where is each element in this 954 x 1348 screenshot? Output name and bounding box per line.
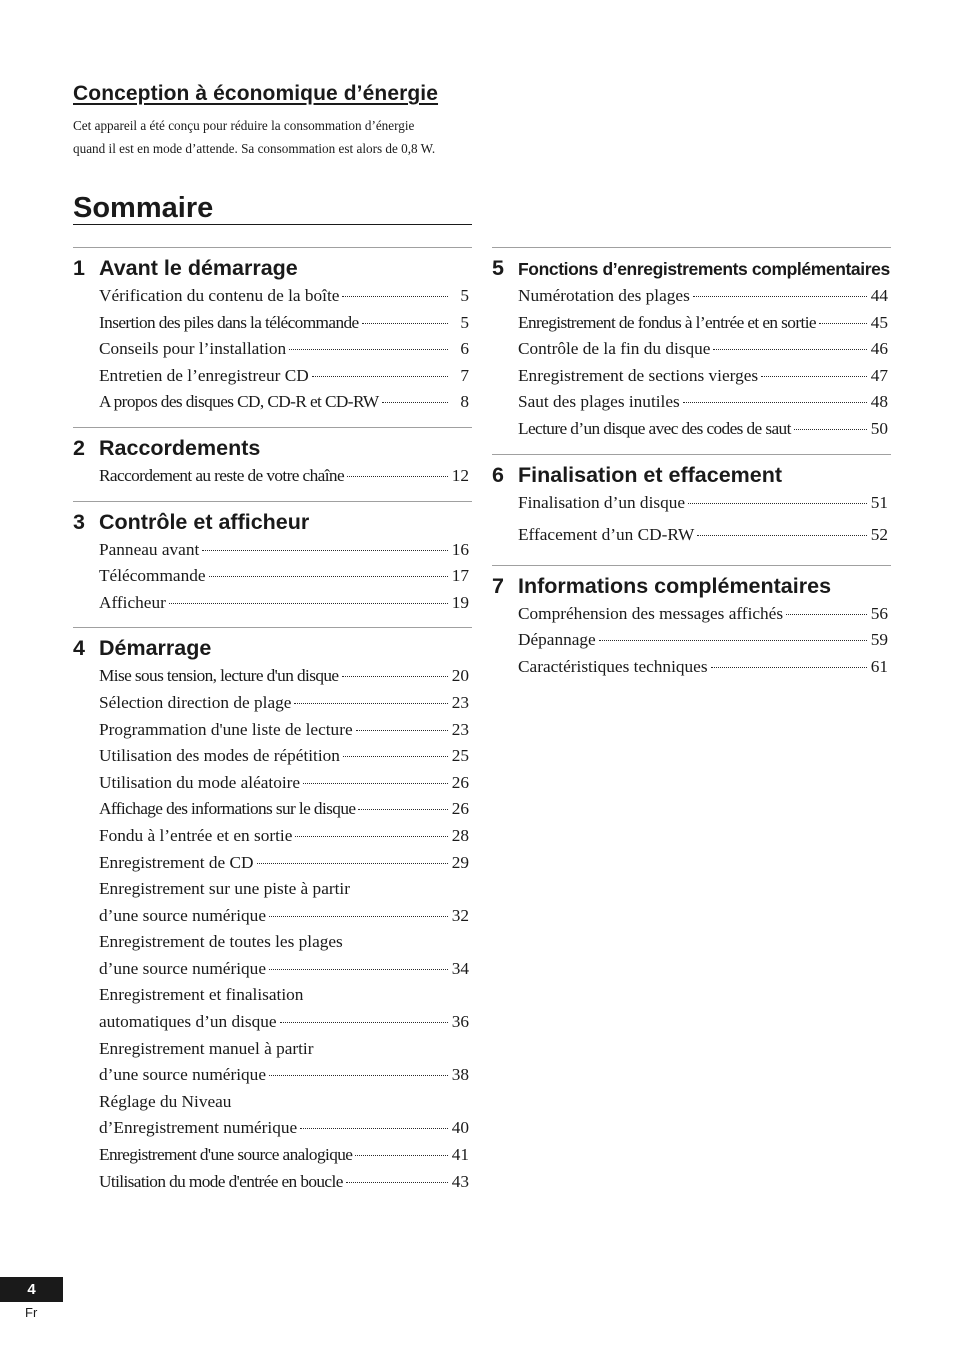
dot-leader: [358, 808, 448, 810]
toc-entry-title: Contrôle de la fin du disque: [518, 339, 711, 359]
toc-section-5: [492, 247, 891, 454]
toc-entry-list: [99, 540, 472, 628]
toc-entry[interactable]: [99, 853, 472, 880]
dot-leader: [355, 1154, 448, 1156]
dot-leader: [346, 1181, 448, 1183]
section-title: Démarrage: [99, 636, 212, 661]
toc-entry-page: 46: [870, 339, 888, 359]
toc-entry-page: 16: [451, 539, 469, 559]
section-heading: [73, 636, 472, 666]
toc-entry-first-line: Enregistrement manuel à partir: [99, 1038, 314, 1058]
toc-entry-page: 34: [451, 958, 469, 978]
toc-entry-title: Mise sous tension, lecture d'un disque: [99, 666, 339, 686]
section-number: 1: [73, 256, 85, 280]
toc-entry[interactable]: [99, 906, 472, 933]
toc-entry-title: d’Enregistrement numérique: [99, 1118, 298, 1138]
toc-entry-page: 61: [870, 656, 888, 676]
toc-entry-title: Finalisation d’un disque: [518, 492, 686, 512]
toc-entry[interactable]: [518, 493, 891, 525]
toc-entry-page: 8: [460, 392, 469, 412]
dot-leader: [269, 1074, 448, 1076]
energy-notice-title: Conception à économique d’énergie: [73, 82, 439, 105]
toc-entry-title: A propos des disques CD, CD-R et CD-RW: [99, 392, 379, 412]
toc-section-6: [492, 454, 891, 565]
toc-entry[interactable]: [99, 666, 472, 693]
dot-leader: [382, 401, 448, 403]
toc-entry-page: 47: [870, 365, 888, 385]
dot-leader: [169, 602, 448, 604]
toc-entry-title: Panneau avant: [99, 539, 200, 559]
section-heading: [73, 436, 472, 466]
toc-entry-title: Afficheur: [99, 592, 166, 612]
toc-entry-title: Conseils pour l’installation: [99, 339, 287, 359]
section-heading: [492, 463, 891, 493]
toc-entry-title: Télécommande: [99, 566, 206, 586]
toc-entry-first-line: Enregistrement sur une piste à partir: [99, 879, 350, 899]
toc-entry-title: d’une source numérique: [99, 958, 266, 978]
dot-leader: [342, 295, 448, 297]
toc-entry-title: Numérotation des plages: [518, 286, 690, 305]
toc-entry-title: Compréhension des messages affichés: [518, 603, 784, 623]
toc-entry[interactable]: [99, 1012, 472, 1039]
dot-leader: [257, 862, 448, 864]
toc-entry-title: Lecture d’un disque avec des codes de saut: [518, 418, 791, 438]
toc-entry[interactable]: [99, 593, 472, 620]
dot-leader: [289, 348, 448, 350]
toc-entry-page: 56: [870, 603, 888, 623]
toc-entry[interactable]: [99, 720, 472, 747]
toc-entry-title: Dépannage: [518, 630, 596, 650]
toc-entry-title: Enregistrement de sections vierges: [518, 365, 759, 385]
toc-entry-title: Enregistrement de fondus à l’entrée et en sortie: [518, 312, 816, 332]
toc-entry[interactable]: [518, 392, 891, 419]
toc-entry-page: 51: [870, 492, 888, 512]
toc-entry-title: Affichage des informations sur le disque: [99, 799, 356, 819]
toc-entry[interactable]: [518, 604, 891, 631]
toc-entry-title: Fondu à l’entrée et en sortie: [99, 825, 293, 845]
toc-column-left: [73, 247, 472, 1206]
toc-entry-title: Insertion des piles dans la télécommande: [99, 312, 359, 332]
toc-entry-page: 7: [460, 365, 469, 385]
dot-leader: [300, 1127, 448, 1129]
toc-entry[interactable]: [99, 313, 472, 340]
toc-entry[interactable]: [99, 540, 472, 567]
section-heading: [73, 256, 472, 286]
dot-leader: [713, 348, 867, 350]
toc-entry-title: automatiques d’un disque: [99, 1012, 277, 1032]
toc-entry-title: Entretien de l’enregistreur CD: [99, 365, 309, 385]
toc-entry-page: 40: [451, 1118, 469, 1138]
section-title: Informations complémentaires: [518, 573, 832, 598]
toc-entry-title: Programmation d'une liste de lecture: [99, 719, 353, 739]
toc-entry[interactable]: [518, 657, 891, 684]
toc-entry-title: Utilisation du mode d'entrée en boucle: [99, 1171, 343, 1191]
section-heading: [73, 510, 472, 540]
toc-entry[interactable]: [518, 339, 891, 366]
language-label: Fr: [25, 1305, 38, 1320]
dot-leader: [693, 295, 867, 297]
energy-notice-text: Cet appareil a été conçu pour réduire la consommation d’énergie quand il est en mode d’attende. Sa consommation est alors de 0,8 W.: [73, 118, 436, 156]
toc-entry[interactable]: [99, 1118, 472, 1145]
dot-leader: [312, 375, 448, 377]
toc-entry-page: 12: [451, 465, 469, 485]
toc-entry-title: Utilisation des modes de répétition: [99, 746, 340, 766]
toc-entry-page: 43: [451, 1171, 469, 1191]
energy-notice: [73, 82, 473, 160]
dot-leader: [711, 666, 867, 668]
toc-entry-title: d’une source numérique: [99, 905, 266, 925]
toc-entry-page: 52: [870, 524, 888, 544]
toc-entry-first-line: Enregistrement de toutes les plages: [99, 932, 343, 952]
section-number: 7: [492, 573, 504, 598]
toc-entry[interactable]: [518, 366, 891, 393]
toc-entry-list: [518, 604, 891, 692]
toc-entry-title: Enregistrement de CD: [99, 852, 254, 872]
section-heading: [492, 574, 891, 604]
dot-leader: [794, 428, 867, 430]
toc-entry-page: 45: [870, 312, 888, 332]
dot-leader: [761, 375, 867, 377]
toc-entry-page: 26: [451, 772, 469, 792]
dot-leader: [819, 322, 867, 324]
toc-entry[interactable]: [99, 746, 472, 773]
section-heading: [492, 256, 891, 286]
section-number: 6: [492, 462, 504, 487]
dot-leader: [683, 401, 867, 403]
dot-leader: [294, 702, 448, 704]
dot-leader: [209, 575, 448, 577]
toc-entry-page: 5: [460, 312, 469, 332]
toc-section-1: [73, 247, 472, 427]
toc-entry[interactable]: [99, 693, 472, 720]
toc-entry-page: 59: [870, 630, 888, 650]
toc-entry-title: Enregistrement d'une source analogique: [99, 1145, 353, 1165]
dot-leader: [697, 534, 867, 536]
toc-entry-page: 48: [870, 392, 888, 412]
toc-entry-page: 20: [451, 666, 469, 686]
toc-entry[interactable]: [99, 1145, 472, 1172]
toc-entry-page: 23: [451, 719, 469, 739]
dot-leader: [343, 755, 448, 757]
toc-entry[interactable]: [518, 313, 891, 340]
dot-leader: [347, 475, 448, 477]
toc-entry[interactable]: [518, 525, 891, 557]
section-title: Raccordements: [99, 435, 261, 460]
section-number: 4: [73, 636, 85, 661]
toc-entry-first-line: Enregistrement et finalisation: [99, 985, 304, 1005]
dot-leader: [303, 782, 448, 784]
dot-leader: [342, 675, 449, 677]
dot-leader: [269, 915, 448, 917]
toc-entry[interactable]: [99, 959, 472, 986]
section-number: 3: [73, 509, 85, 534]
toc-entry-page: 28: [451, 825, 469, 845]
toc-entry-list: [99, 466, 472, 501]
toc-entry-list: [99, 286, 472, 427]
dot-leader: [280, 1021, 448, 1023]
toc-entry-page: 50: [870, 418, 888, 438]
toc-section-7: [492, 565, 891, 692]
toc-entry-list: [518, 286, 891, 454]
toc-entry[interactable]: [99, 366, 472, 393]
section-number: 5: [492, 256, 504, 280]
toc-entry[interactable]: [99, 1172, 472, 1199]
toc-entry-page: 19: [451, 592, 469, 612]
toc-entry-title: Utilisation du mode aléatoire: [99, 772, 301, 792]
toc-entry[interactable]: [518, 286, 891, 313]
toc-section-2: [73, 427, 472, 501]
dot-leader: [202, 549, 448, 551]
section-title: Finalisation et effacement: [518, 462, 783, 487]
toc-entry-page: 41: [451, 1145, 469, 1165]
toc-title: Sommaire: [73, 193, 472, 225]
toc-entry[interactable]: [518, 630, 891, 657]
toc-column-right: [492, 247, 891, 691]
dot-leader: [356, 729, 448, 731]
dot-leader: [688, 502, 867, 504]
toc-entry-page: 17: [451, 566, 469, 586]
toc-entry[interactable]: [99, 773, 472, 800]
toc-entry-page: 32: [451, 905, 469, 925]
toc-entry-title: Saut des plages inutiles: [518, 392, 680, 412]
section-number: 2: [73, 435, 85, 460]
toc-entry-title: d’une source numérique: [99, 1065, 266, 1085]
toc-entry[interactable]: [99, 392, 472, 419]
dot-leader: [269, 968, 448, 970]
toc-entry-title: Effacement d’un CD-RW: [518, 524, 695, 544]
toc-entry-title: Vérification du contenu de la boîte: [99, 286, 340, 305]
dot-leader: [786, 613, 867, 615]
toc-entry-list: [99, 666, 472, 1206]
dot-leader: [599, 639, 867, 641]
toc-entry-page: 44: [870, 286, 888, 305]
toc-entry[interactable]: [99, 339, 472, 366]
toc-entry-page: 25: [451, 746, 469, 766]
dot-leader: [295, 835, 448, 837]
page-number: 4: [0, 1277, 63, 1302]
toc-entry[interactable]: [518, 419, 891, 446]
toc-entry-page: 6: [460, 339, 469, 359]
section-title: Contrôle et afficheur: [99, 509, 310, 534]
toc-entry[interactable]: [99, 799, 472, 826]
toc-entry[interactable]: [99, 286, 472, 313]
dot-leader: [362, 322, 448, 324]
toc-entry[interactable]: [99, 826, 472, 853]
toc-entry-title: Caractéristiques techniques: [518, 656, 708, 676]
toc-entry-page: 26: [451, 799, 469, 819]
toc-entry-page: 38: [451, 1065, 469, 1085]
toc-entry-page: 29: [451, 852, 469, 872]
section-title: Avant le démarrage: [99, 256, 298, 280]
toc-entry-page: 5: [460, 286, 469, 305]
toc-entry[interactable]: [99, 466, 472, 493]
toc-entry-first-line: Réglage du Niveau: [99, 1091, 232, 1111]
toc-entry-title: Sélection direction de plage: [99, 692, 292, 712]
toc-entry-page: 23: [451, 692, 469, 712]
toc-entry-page: 36: [451, 1012, 469, 1032]
toc-entry-list: [518, 493, 891, 565]
section-title: Fonctions d’enregistrements complémentaires: [518, 259, 890, 279]
toc-entry[interactable]: [99, 1065, 472, 1092]
toc-entry[interactable]: [99, 566, 472, 593]
toc-entry-title: Raccordement au reste de votre chaîne: [99, 465, 345, 485]
toc-section-4: [73, 627, 472, 1206]
toc-section-3: [73, 501, 472, 628]
